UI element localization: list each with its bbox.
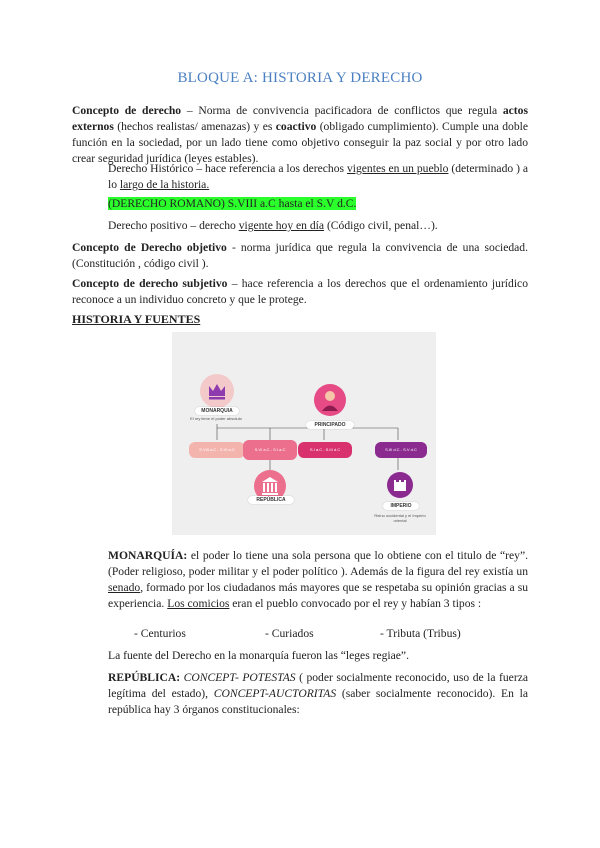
historia-fuentes-heading: HISTORIA Y FUENTES	[72, 312, 201, 326]
timeline-box-3-text: S.I a.C - S.III d.C	[309, 447, 341, 452]
monarquia-term: MONARQUÍA:	[108, 549, 188, 562]
objetivo-term: Concepto de Derecho objetivo	[72, 241, 227, 254]
timeline-box-2-text: S.VI a.C - S.I a.C	[254, 447, 286, 452]
objetivo-text: - norma jurídica que regula la convivencia de una sociedad. (Constitución , código civil ).	[72, 241, 528, 270]
concept-potestas: CONCEPT- POTESTAS	[183, 671, 296, 684]
historico-text-1: Derecho Histórico – hace referencia a los derechos	[108, 162, 347, 175]
timeline-box-1-text: S.VIII a.C - S.VI a.C	[199, 447, 235, 452]
concepto-text-2: (hechos realistas/ amenazas) y es	[113, 120, 276, 133]
republica-term: REPÚBLICA:	[108, 671, 181, 684]
concepto-text-3: (obligado cumplimiento). Cumple una doble función en la sociedad, por un lado tiene como objetivo conseguir la paz social y por otro lado crear seguridad jurídica (leyes estables).	[72, 120, 528, 165]
monarquia-text-3: eran el pueblo convocado por el rey y habían 3 tipos :	[229, 597, 482, 610]
actos-externos: actos externos	[72, 104, 528, 133]
senado: senado	[108, 581, 141, 594]
principado-label: PRINCIPADO	[306, 421, 354, 429]
derecho-romano-line	[108, 196, 356, 212]
timeline-box-4-text: S.III d.C - S.V d.C	[385, 447, 417, 452]
positivo-text-1: Derecho positivo – derecho	[108, 219, 239, 232]
derecho-subjetivo-paragraph	[72, 276, 528, 308]
page-title: BLOQUE A: HISTORIA Y DERECHO	[177, 70, 423, 86]
person-icon	[314, 384, 346, 416]
derecho-positivo-paragraph	[108, 218, 528, 234]
concept-auctoritas: CONCEPT-AUCTORITAS	[213, 687, 337, 700]
republica-text-2: (saber socialmente reconocido). En la república hay 3 órganos constitucionales:	[108, 687, 528, 716]
imperio-note: Reino occidental y el Imperio oriental	[374, 513, 426, 523]
republica-paragraph	[108, 670, 528, 718]
monarquia-note: El rey tiene el poder absoluto	[190, 416, 242, 421]
positivo-underline: vigente hoy en día	[238, 219, 325, 232]
monarquia-text-1: el poder lo tiene una sola persona que lo obtiene con el titulo de “rey”. (Poder religioso, poder militar y el poder político ). Además de la figura del rey existía un	[108, 549, 528, 578]
subjetivo-text: – hace referencia a los derechos que el ordenamiento jurídico reconoce a un individuo concreto y que le protege.	[72, 277, 528, 306]
monarquia-label: MONARQUIA	[195, 407, 239, 415]
derecho-objetivo-paragraph	[72, 240, 528, 272]
concepto-text-1: – Norma de convivencia pacificadora de conflictos que regula	[181, 104, 503, 117]
monarquia-text-2: , formado por los ciudadanos más mayores que se respetaba su opinión gracias a su experiencia.	[108, 581, 528, 610]
subjetivo-term: Concepto de derecho subjetivo	[72, 277, 228, 290]
timeline-box-3	[298, 442, 352, 458]
list-item-tributa: - Tributa (Tribus)	[380, 627, 461, 640]
historico-text-2: (determinado ) a lo	[108, 162, 528, 191]
castle-icon	[387, 472, 413, 498]
coactivo: coactivo	[275, 120, 317, 133]
imperio-label: IMPERIO	[383, 502, 419, 510]
timeline-box-4	[375, 442, 427, 458]
republica-text-1: ( poder socialmente reconocido, uso de la fuerza legítima del estado),	[108, 671, 528, 700]
concepto-derecho-paragraph	[72, 103, 528, 167]
fuente-paragraph: La fuente del Derecho en la monarquía fueron las “leges regiae”.	[108, 649, 409, 662]
timeline-box-2	[243, 440, 297, 460]
crown-icon	[200, 374, 234, 408]
derecho-romano-highlight: (DERECHO ROMANO) S.VIII a.C hasta el S.V d.C.	[108, 197, 357, 210]
derecho-historico-paragraph	[108, 161, 528, 193]
timeline-box-1	[189, 442, 245, 458]
republica-label: REPÚBLICA	[248, 496, 294, 504]
positivo-text-2: (Código civil, penal…).	[324, 219, 438, 232]
comicios: Los comicios	[167, 597, 230, 610]
roman-history-timeline-diagram	[172, 332, 436, 535]
historico-underline-2: largo de la historia.	[119, 178, 210, 191]
list-item-centurios: - Centurios	[134, 627, 186, 640]
list-item-curiados: - Curiados	[265, 627, 314, 640]
concepto-term: Concepto de derecho	[72, 104, 182, 117]
historico-underline-1: vigentes en un pueblo	[346, 162, 449, 175]
monarquia-paragraph	[108, 548, 528, 612]
